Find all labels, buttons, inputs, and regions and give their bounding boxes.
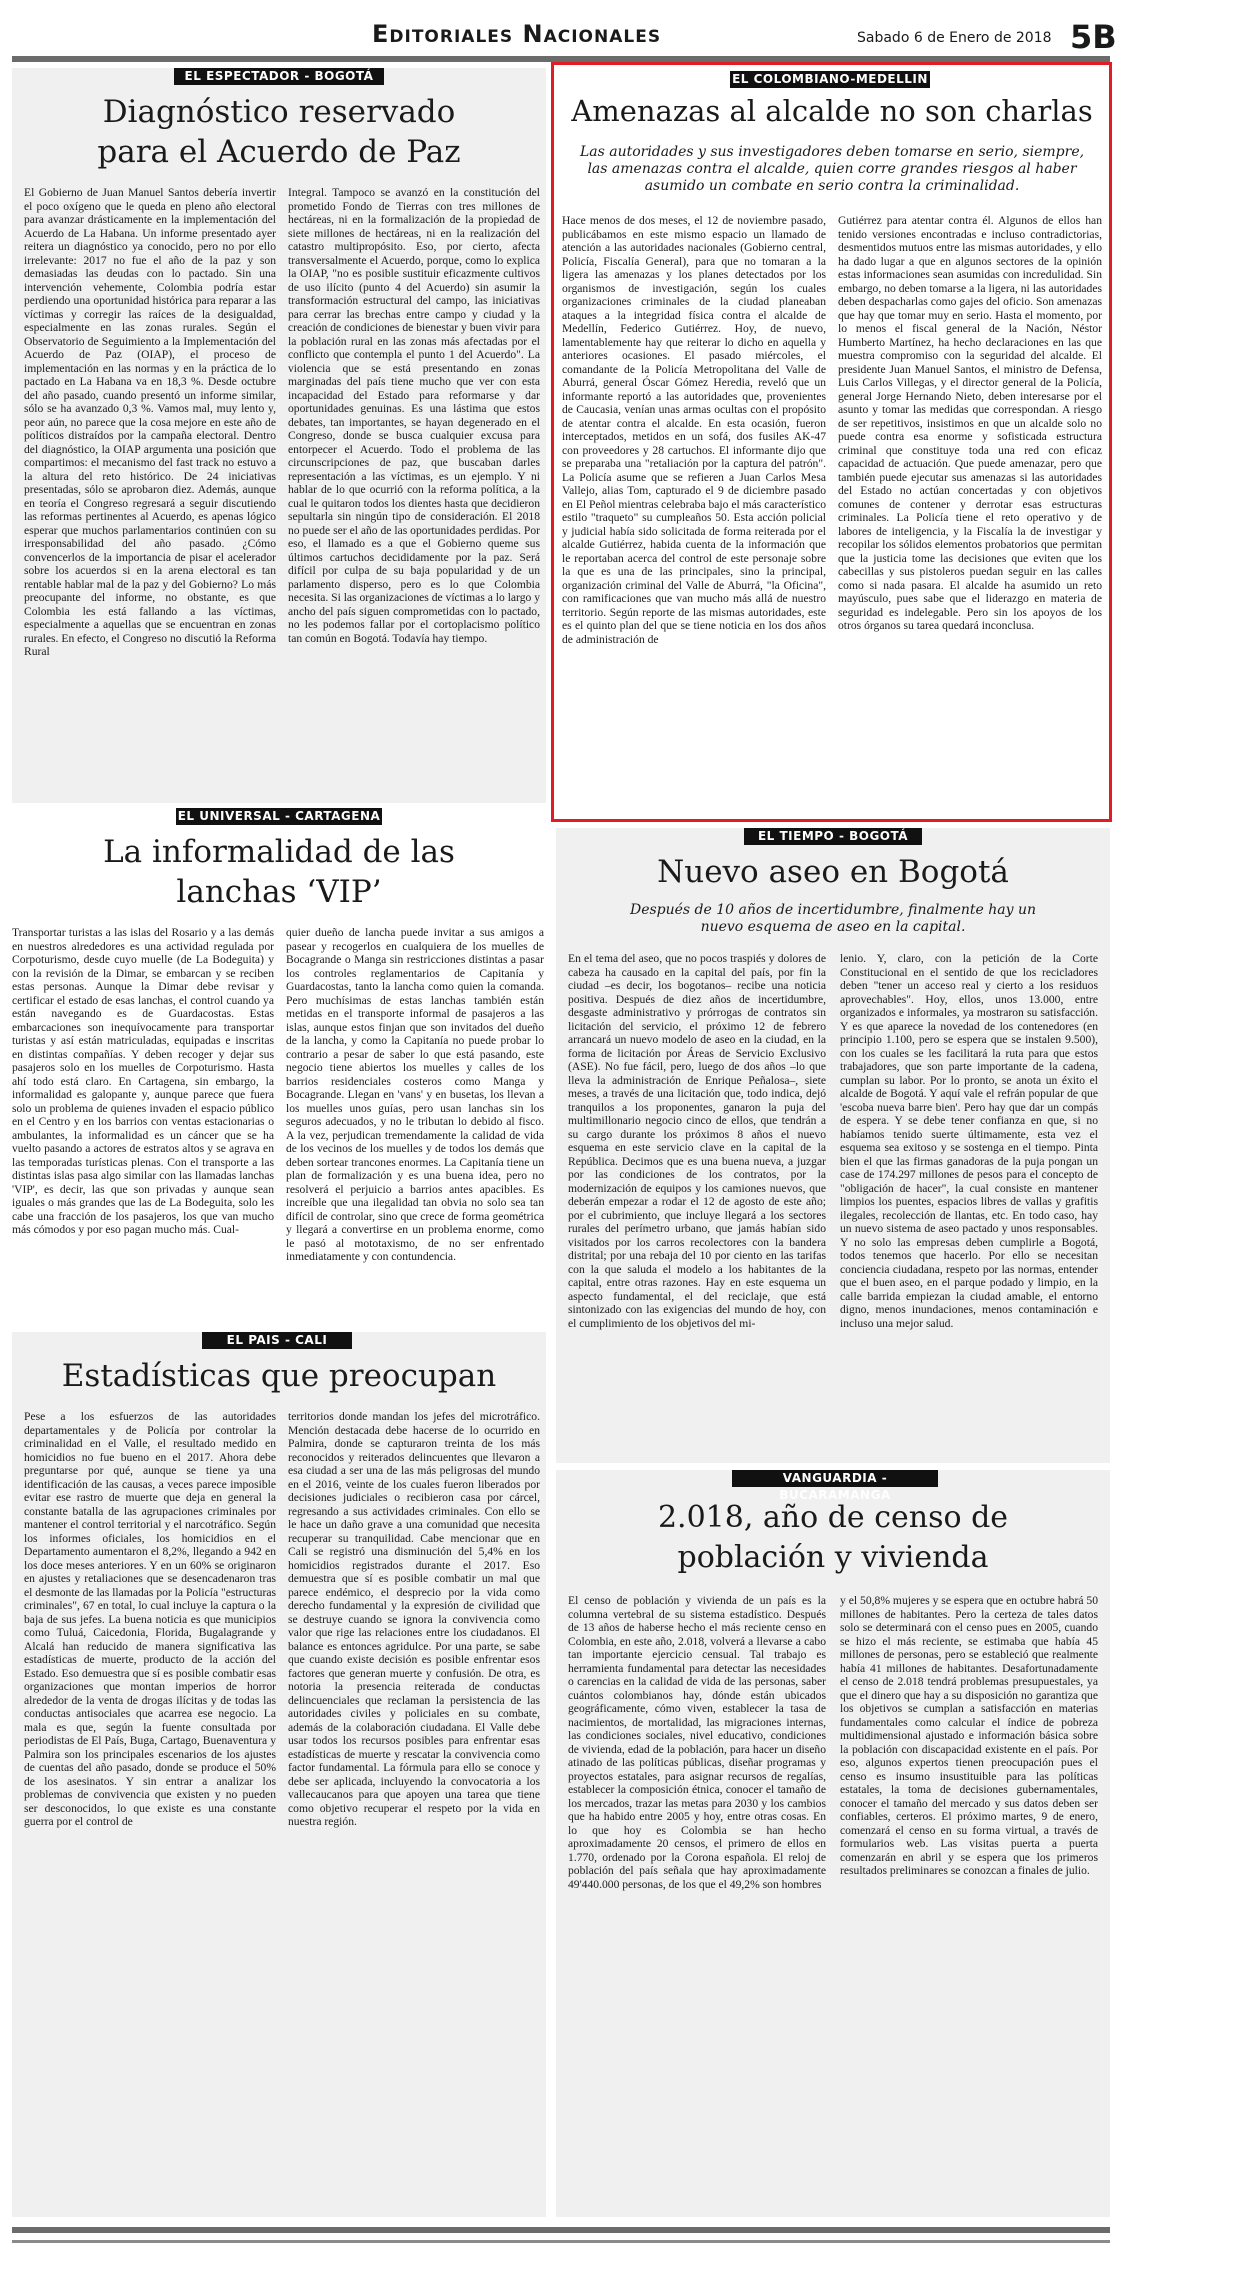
- headline: Nuevo aseo en Bogotá: [657, 854, 1009, 890]
- issue-date: Sabado 6 de Enero de 2018: [857, 30, 1052, 46]
- headline: Amenazas al alcalde no son charlas: [571, 94, 1093, 128]
- headline-line-2: lanchas ‘VIP’: [176, 874, 382, 910]
- article-column-1: Hace menos de dos meses, el 12 de noviembre pasado, publicábamos en este mismo espacio un llamado de atención a las autoridades nacionales (Gobierno central, Policía, Fiscalía General), para que no tomaran a la ligera las amenazas y los planes detectados por los organismos de investigación, según los cuales organizaciones criminales de la ciudad planeaban ataques a la integridad física contra el alcalde de Medellín, Federico Gutiérrez. Hoy, de nuevo, lamentablemente hay que reiterar lo dicho en aquella y anteriores ocasiones. El pasado miércoles, el comandante de la Policía Metropolitana del Valle de Aburrá, general Óscar Gómez Heredia, reveló que un informante reportó a las autoridades que, provenientes de Caucasia, venían unas armas ocultas con el propósito de atentar contra el alcalde. En esta ocasión, fueron interceptados, metidos en un sofá, dos fusiles AK-47 con proveedores y 28 cartuchos. El informante dijo que se preparaba una "retaliación por la captura del patrón". La Policía asume que se refieren a Juan Carlos Mesa Vallejo, alias Tom, capturado el 9 de diciembre pasado en El Peñol mientras celebraba bajo el más característico estilo "traqueto" su cumpleaños 50. Esta acción policial y judicial había sido solicitada de forma reiterada por el alcalde Gutiérrez, habida cuenta de la información que le reportaban acerca del control de este personaje sobre la que es una de las principales, sino la principal, organización criminal del Valle de Aburrá, "la Oficina", con ramificaciones que van mucho más allá de nuestro territorio. Según reporte de las mismas autoridades, este es el quinto plan del que se tiene noticia en los dos años de administración de: [562, 214, 826, 646]
- source-tag: EL ESPECTADOR - BOGOTÁ: [174, 68, 384, 85]
- section-title: Editoriales Nacionales: [372, 20, 662, 48]
- bottom-rule: [12, 2227, 1110, 2233]
- headline: Estadísticas que preocupan: [61, 1358, 497, 1394]
- source-tag: VANGUARDIA - BUCARAMANGA: [732, 1470, 938, 1487]
- headline-line-1: La informalidad de las: [103, 834, 455, 870]
- headline-line-1: Diagnóstico reservado: [102, 94, 456, 130]
- subheadline: Las autoridades y sus investigadores deben tomarse en serio, siempre, las amenazas contra el alcalde, quien corre grandes riesgos al haber asumido un combate en serio contra la criminalidad.: [579, 144, 1085, 194]
- article-column-1: Pese a los esfuerzos de las autoridades departamentales y de Policía por controlar la criminalidad en el Valle, el resultado medido en homicidios no fue bueno en el 2017. Ahora debe preguntarse por qué, aunque se tiene ya una identificación de las causas, a veces parece imposible evitar ese rastro de muerte que deja en general la constante batalla de las agrupaciones criminales por mantener el control territorial y el narcotráfico. Según los informes oficiales, los homicidios en el Departamento aumentaron el 8,2%, llegando a 942 en los doce meses anteriores. Y en un 60% se originaron en ajustes y retaliaciones que se desencadenaron tras el desmonte de las llamadas por la Policía "estructuras criminales", 67 en total, lo cual incluye la captura o la baja de sus jefes. La buena noticia es que municipios como Tuluá, Caicedonia, Florida, Bugalagrande y Alcalá han reducido de manera significativa las estadísticas de muerte, producto de la acción del Estado. Eso demuestra que sí es posible combatir esas organizaciones que montan imperios de horror alrededor de la venta de drogas ilícitas y de todas las conductas antisociales que acarrea ese negocio. La mala es que, según la fuente consultada por periodistas de El País, Buga, Cartago, Buenaventura y Palmira son los principales escenarios de los ajustes de cuentas del año pasado, donde se produce el 50% de los asesinatos. Y sin entrar a analizar los problemas de convivencia que existen y no pueden ser desconocidos, lo que existe es una constante guerra por el control de: [24, 1410, 276, 1828]
- article-column-2: quier dueño de lancha puede invitar a sus amigos a pasear y recogerlos en cualquiera de los muelles de Bocagrande o Manga sin restricciones distintas a pasar los controles reglamentarios de Capitanía y Guardacostas, tanto la lancha como quien la comanda. Pero muchísimas de estas lanchas también están metidas en el transporte informal de pasajeros a las islas, aunque estos finjan que son invitados del dueño de la lancha, y como la Capitanía no puede probar lo contrario a pesar de saber lo que está pasando, este negocio tiene abiertos los muelles y calles de los barrios residenciales costeros como Manga y Bocagrande. Llegan en 'vans' y en busetas, los llevan a los muelles unos guías, pero usan lanchas sin los seguros adecuados, y no le tributan lo debido al fisco. A la vez, perjudican tremendamente la calidad de vida de los vecinos de los muelles y de todos los demás que deben sortear trancones enormes. La Capitanía tiene un plan de formalización y es una buena idea, pero no resolverá el perjuicio a barrios antes apacibles. Es increíble que una ilegalidad tan obvia no solo sea tan difícil de controlar, sino que crece de forma geométrica y llegará a convertirse en un problema enorme, como le pasó al mototaxismo, de no ser enfrentado inmediatamente y con contundencia.: [286, 926, 544, 1263]
- headline-line-1: 2.018, año de censo de: [657, 1500, 1009, 1535]
- source-tag: EL COLOMBIANO-MEDELLIN: [730, 71, 930, 88]
- article-tiempo: [556, 828, 1110, 1463]
- article-column-1: En el tema del aseo, que no pocos traspiés y dolores de cabeza ha causado en la capital del país, por fin la ciudad –es decir, los bogotanos– recibe una noticia positiva. Después de diez años de incertidumbre, desgaste administrativo y prórrogas de contratos sin licitación del servicio, el próximo 12 de febrero arrancará un nuevo modelo de aseo en la ciudad, en la forma de licitación por Áreas de Servicio Exclusivo (ASE). No fue fácil, pero, luego de dos años –lo que lleva la administración de Enrique Peñalosa–, siete meses, a través de una licitación que, todo indica, dejó tranquilos a los proponentes, ganaron la puja del multimillonario negocio cinco de ellos, que tendrán a su cargo durante los próximos 8 años el nuevo esquema en este servicio clave en la capital de la República. Decimos que es una buena nueva, a juzgar por las condiciones de los contratos, por la modernización de equipos y los camiones nuevos, que deberán empezar a rodar el 12 de agosto de este año; por el cubrimiento, que incluye llegará a los sectores rurales del perímetro urbano, que jamás habían sido visitados por los carros recolectores con la bandera distrital; por una rebaja del 10 por ciento en las tarifas con la que saluda el modelo a los habitantes de la capital, entre otras razones. Hay en este esquema un aspecto fundamental, el del reciclaje, que está sintonizado con las exigencias del mundo de hoy, con el cumplimiento de los objetivos del mi-: [568, 952, 826, 1330]
- article-vanguardia: [556, 1470, 1110, 2217]
- article-pais: [12, 1332, 546, 2217]
- subheadline: Después de 10 años de incertidumbre, finalmente hay un nuevo esquema de aseo en la capital.: [629, 902, 1037, 935]
- source-tag: EL PAIS - CALI: [202, 1332, 352, 1349]
- headline-line-2: población y vivienda: [677, 1540, 989, 1575]
- article-column-1: El Gobierno de Juan Manuel Santos debería invertir el poco oxígeno que le queda en pleno año electoral para avanzar drásticamente en la implementación del Acuerdo de La Habana. Un informe presentado ayer reitera un diagnóstico ya conocido, pero no por ello irrelevante: 2017 no fue el año de la paz y son demasiadas las deudas con lo pactado. Sin una intervención vehemente, Colombia podría estar perdiendo una oportunidad histórica para reparar a las víctimas y corregir las raíces de la desigualdad, especialmente en las zonas rurales. Según el Observatorio de Seguimiento a la Implementación del Acuerdo de Paz (OIAP), el proceso de implementación en las normas y en la práctica de lo pactado en La Habana va en 18,3 %. Desde octubre del año pasado, cuando presentó un informe similar, sólo se ha avanzado 0,3 %. Vamos mal, muy lento y, peor aún, no parece que la cosa mejore en este año de políticos distraídos por la campaña electoral. Dentro del diagnóstico, la OIAP argumenta una posición que compartimos: el mecanismo del fast track no estuvo a la altura del reto histórico. De 24 iniciativas presentadas, sólo se aprobaron diez. Además, aunque en teoría el Congreso regresará a seguir discutiendo las reformas pertinentes al Acuerdo, es apenas lógico esperar que muchos parlamentarios continúen con su irresponsabilidad del año pasado. ¿Cómo convencerlos de la importancia de pisar el acelerador sobre los acuerdos si en la arena electoral es tan rentable hablar mal de la paz y del Gobierno? Lo más preocupante del informe, no obstante, es que Colombia les está fallando a las víctimas, especialmente a aquellas que se encuentran en zonas rurales. En efecto, el Congreso no discutió la Reforma Rural: [24, 186, 276, 658]
- masthead: [12, 14, 1117, 56]
- article-column-2: y el 50,8% mujeres y se espera que en octubre habrá 50 millones de habitantes. Pero la certeza de tales datos solo se determinará con el censo pues en 2005, cuando se hizo el más reciente, se estimaba que había 45 millones de personas, pero se estableció que realmente había 41 millones de habitantes. Desafortunadamente el censo de 2.018 tendrá problemas presupuestales, ya que el dinero que hay a su disposición no garantiza que los objetivos se cumplan a satisfacción en materias fundamentales como calcular el índice de pobreza multidimensional ajustado e información básica sobre la población con discapacidad existente en el país. Por eso, algunos expertos tienen preocupación pues el censo es insumo insustituible para las políticas estatales, la toma de decisiones gubernamentales, conocer el tamaño del mercado y sus datos deben ser confiables, certeros. El próximo martes, 9 de enero, comenzará el censo en su forma virtual, a través de formularios web. Las visitas puerta a puerta comenzarán en abril y se espera que los primeros resultados preliminares se conozcan a finales de julio.: [840, 1594, 1098, 1877]
- article-column-1: Transportar turistas a las islas del Rosario y a las demás en nuestros alrededores es una actividad regulada por Corpoturismo, desde cuyo muelle (de La Bodeguita) y con la revisión de la Dimar, se embarcan y se reciben estas personas. Aunque la Dimar debe revisar y certificar el estado de esas lanchas, el control cuando ya están navegando es de Guardacostas. Estas embarcaciones son inequívocamente para transportar turistas y así están matriculadas, equipadas e inscritas en distintas compañías. Y deben recoger y dejar sus pasajeros solo en los muelles de Corpoturismo. Hasta ahí todo está claro. En Cartagena, sin embargo, la informalidad es galopante y, aunque parece que fuera solo un problema de quienes invaden el espacio público en el Centro y en los barrios con ventas estacionarias o ambulantes, la informalidad es un cáncer que se ha vuelto pasando a actores de estratos altos y se agrava en las temporadas turísticas plenas. Con el transporte a las distintas islas pasa algo similar con las llamadas lanchas 'VIP', es decir, las que son privadas y aunque sean iguales o más grandes que las de La Bodeguita, solo les cabe una fracción de los pasajeros, los que van mucho más cómodos y por eso pagan mucho más. Cual-: [12, 926, 274, 1236]
- bottom-rule-thin: [12, 2240, 1110, 2243]
- source-tag: EL UNIVERSAL - CARTAGENA: [177, 809, 381, 823]
- article-espectador: [12, 68, 546, 803]
- article-column-2: territorios donde mandan los jefes del microtráfico. Mención destacada debe hacerse de lo ocurrido en Palmira, donde se capturaron treinta de los más reconocidos y reiterados delincuentes que llevaron a esa ciudad a ser una de las más peligrosas del mundo en el 2016, veinte de los cuales fueron liberados por decisiones judiciales o recibieron casa por cárcel, regresando a sus actividades criminales. Con ello se le hace un daño grave a una comunidad que necesita recuperar su tranquilidad. Cabe mencionar que en Cali se registró una disminución del 5,4% en los homicidios registrados durante el 2017. Eso demuestra que sí es posible combatir un mal que parece endémico, el desprecio por la vida como derecho fundamental y la expresión de civilidad que se destruye cuando se ignora la convivencia como valor que rige las relaciones entre los ciudadanos. El balance es entonces agridulce. Por una parte, se sabe que cuando existe decisión es posible enfrentar esos factores que generan muerte y confusión. De otra, es notoria la presencia reiterada de conductas delincuenciales que reclaman la persistencia de las autoridades civiles y policiales en su combate, además de la colaboración ciudadana. El Valle debe usar todos los recursos posibles para enfrentar esas estadísticas de muerte y rescatar la convivencia como factor fundamental. La fórmula para ello se conoce y debe ser aplicada, incluyendo la convocatoria a los vallecaucanos para que apoyen una tarea que tiene como objetivo recuperar el respeto por la vida en nuestra región.: [288, 1410, 540, 1828]
- article-column-2: Gutiérrez para atentar contra él. Algunos de ellos han tenido versiones encontradas e incluso contradictorias, desmentidos mutuos entre las mismas autoridades, y ello ha dado lugar a que en algunos sectores de la opinión estas informaciones sean asumidas con incredulidad. Sin embargo, no deben tomarse a la ligera, ni las autoridades deben despacharlas como gajes del oficio. Son amenazas que hay que tomar muy en serio. Hasta el momento, por lo menos el fiscal general de la Nación, Néstor Humberto Martínez, ha hecho declaraciones en las que muestra compromiso con la seguridad del alcalde. El presidente Juan Manuel Santos, el ministro de Defensa, Luis Carlos Villegas, y el director general de la Policía, general Jorge Hernando Nieto, deben interesarse por el asunto y tomar las medidas que correspondan. A riesgo de ser repetitivos, insistimos en que un alcalde solo no puede contra esa enorme y sofisticada estructura criminal que constituye toda una red con eficaz capacidad de actuación. Que puede amenazar, pero que también puede ejecutar sus amenazas si las autoridades del Estado no actúan concertadas y con objetivos comunes de contener y derrotar esas estructuras criminales. La Policía tiene el reto operativo y de labores de inteligencia, y la Fiscalía la de investigar y recopilar los sólidos elementos probatorios que permitan que la justicia tome las decisiones que eviten que los cabecillas y sus pistoleros puedan seguir en las calles como si nada pasara. El alcalde ha asumido un reto mayúsculo, pues sabe que el liderazgo en materia de seguridad es indelegable. Pero sin los apoyos de los otros órganos su tarea quedará inconclusa.: [838, 214, 1102, 632]
- article-column-1: El censo de población y vivienda de un país es la columna vertebral de su sistema estadístico. Después de 13 años de haberse hecho el más reciente censo en Colombia, en este año, 2.018, volverá a llevarse a cabo tan importante ejercicio censual. Tal trabajo es herramienta fundamental para detectar las necesidades o carencias en la calidad de vida de las personas, saber cuántos colombianos hay, dónde están ubicados geográficamente, cómo viven, establecer la tasa de nacimientos, de mortalidad, las migraciones internas, las condiciones sociales, nivel educativo, condiciones de vivienda, edad de la población, para hacer un diseño atinado de las políticas públicas, diseñar programas y proyectos estatales, para asignar recursos de regalías, establecer la composición étnica, conocer el tamaño de los mercados, trazar las metas para 2030 y los cambios que ha habido entre 2005 y hoy, entre otras cosas. En lo que hoy es Colombia se han hecho aproximadamente 20 censos, el primero de ellos en 1.770, ordenado por la Corona española. El reloj de población del país señala que hay aproximadamente 49'440.000 personas, de los que el 49,2% son hombres: [568, 1594, 826, 1891]
- article-column-2: Integral. Tampoco se avanzó en la constitución del prometido Fondo de Tierras con tres millones de hectáreas, ni en la formalización de la propiedad de siete millones de hectáreas, ni en la realización del catastro multipropósito. Eso, por cierto, afecta transversalmente el Acuerdo, porque, como lo explica la OIAP, "no es posible sustituir eficazmente cultivos de uso ilícito (punto 4 del Acuerdo) sin asumir la transformación estructural del campo, las iniciativas para cerrar las brechas entre campo y ciudad y la creación de condiciones de bienestar y buen vivir para la población rural en las zonas más afectadas por el conflicto que contempla el punto 1 del Acuerdo". La violencia que se está presentando en zonas marginadas del país tiene mucho que ver con esta incapacidad del Estado para reformarse y dar oportunidades genuinas. Es una lástima que estos debates, tan importantes, se hayan degenerado en el Congreso, donde se busca cualquier excusa para entorpecer el Acuerdo. Todo el problema de las circunscripciones de paz, que buscaban darles representación a las víctimas, es un ejemplo. Y ni hablar de lo que ocurrió con la reforma política, a la cual le quitaron todos los dientes hasta que decidieron sepultarla sin ningún tipo de consideración. El 2018 no puede ser el año de las oportunidades perdidas. Por eso, el llamado es a que el Gobierno queme sus últimos cartuchos decididamente por la paz. Será difícil por culpa de su baja popularidad y de un parlamento disperso, pero es lo que Colombia necesita. Si las organizaciones de víctimas a lo largo y ancho del país siguen comprometidas con lo pactado, no les podemos fallar por el cortoplacismo político tan común en Bogotá. Todavía hay tiempo.: [288, 186, 540, 645]
- source-tag: EL TIEMPO - BOGOTÁ: [744, 828, 922, 845]
- article-colombiano: [556, 66, 1108, 818]
- headline-line-2: para el Acuerdo de Paz: [97, 134, 461, 170]
- page-number: 5B: [1070, 18, 1117, 56]
- article-column-2: lenio. Y, claro, con la petición de la Corte Constitucional en el sentido de que los recicladores deben "tener un acceso real y cierto a los residuos aprovechables". Hoy, ellos, unos 13.000, entre organizados e informales, ya mostraron su satisfacción. Y es que aparece la novedad de los contenedores (en principio 1.100, pero se espera que se instalen 9.500), con los cuales se les facilitará la ruta para que estos trabajadores, que son parte importante de la cadena, cumplan su labor. Por lo pronto, se anota un éxito el alcalde de Bogotá. Y aquí vale el refrán popular de que 'escoba nueva barre bien'. Pero hay que dar un compás de espera. Y se debe tener confianza en que, si no habíamos tenido suerte últimamente, esta vez el esquema sea exitoso y se sostenga en el tiempo. Pinta bien el que las firmas ganadoras de la puja pongan un case de 174.297 millones de pesos para el concepto de "obligación de hacer", la cual consiste en mantener limpios los puentes, espacios libres de vallas y grafitis ilegales, recolección de llantas, etc. En todo caso, hay un nuevo sistema de aseo pactado y unos responsables. Y no solo las empresas deben cumplirle a Bogotá, todos tenemos que hacerlo. Por ello se necesitan conciencia ciudadana, respeto por las normas, entender que el buen aseo, en el parque podado y limpio, en la calle barrida empiezan la ciudad amable, el entorno digno, menos inundaciones, menos contaminación e incluso una mejor salud.: [840, 952, 1098, 1330]
- article-universal: [12, 808, 546, 1328]
